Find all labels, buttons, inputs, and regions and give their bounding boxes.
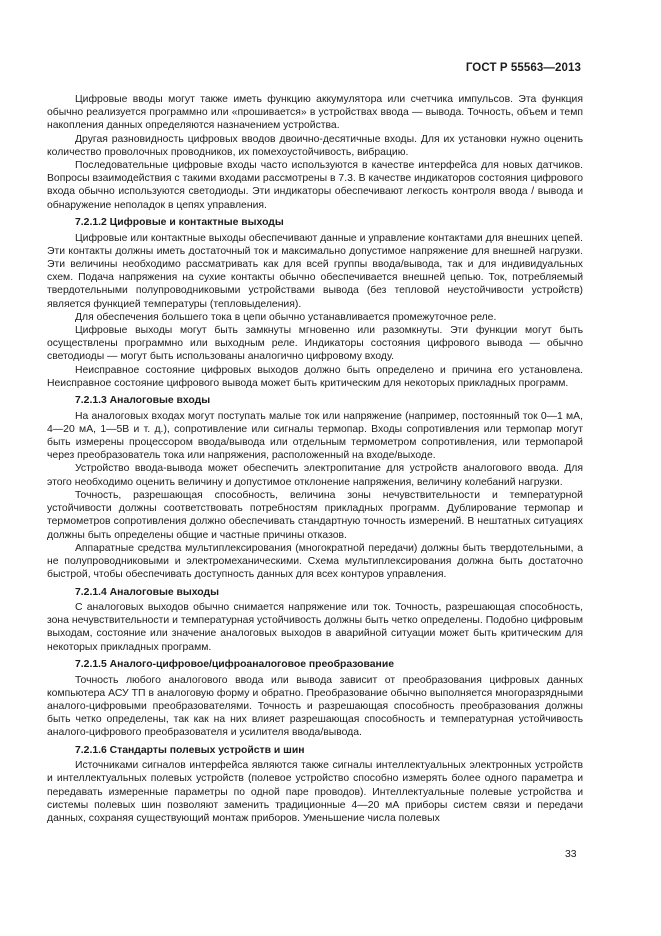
section-heading-7-2-1-4: 7.2.1.4 Аналоговые выходы [75, 586, 219, 598]
section-7-2-1-3-paragraph-2: Устройство ввода-вывода может обеспечить электропитание для устройств аналогового ввода. Для этого необходимо оценить величину и допустимое отклонение напряжения, величину колебаний нагрузки. [47, 463, 583, 488]
section-heading-7-2-1-5: 7.2.1.5 Аналого-цифровое/цифроаналоговое преобразование [75, 659, 395, 671]
section-7-2-1-3-paragraph-4: Аппаратные средства мультиплексирования (многократной передачи) должны быть твердотельными, а не полупроводниковыми и электромеханическими. Схема мультиплексирования должна быть достаточно быстрой, чтобы обеспечивать доступность данных для всех контуров управления. [47, 542, 583, 581]
intro-paragraph-3: Последовательные цифровые входы часто используются в качестве интерфейса для новых датчиков. Вопросы взаимодействия с такими входами рассмотрены в 7.3. В качестве индикаторов состояния цифрового входа обычно используются светодиоды. Эти индикаторы обеспечивают легкость контроля ввода / вывода и обнаружение неполадок в цепях управления. [47, 160, 583, 211]
section-heading-7-2-1-3: 7.2.1.3 Аналоговые входы [75, 395, 211, 407]
intro-paragraph-2: Другая разновидность цифровых вводов двоично-десятичные входы. Для их установки нужно оценить количество проволочных проводников, их помехоустойчивость, вибрацию. [47, 133, 583, 158]
section-7-2-1-4-paragraph-1: С аналоговых выходов обычно снимается напряжение или ток. Точность, разрешающая способность, зона нечувствительности и температурная устойчивость должны быть четко определены. Подобно цифровым выходам, состояние или значение аналоговых выходов в аварийной ситуации может быть критическим для некоторых прикладных программ. [47, 602, 583, 653]
section-7-2-1-2-paragraph-1: Цифровые или контактные выходы обеспечивают данные и управление контактами для внешних цепей. Эти контакты должны иметь достаточный ток и максимально допустимое напряжение для внешней нагрузки. Эти величины необходимо рассматривать как для всей группы ввода/вывода, так и для индивидуальных схем. Подача напряжения на сухие контакты обычно обеспечивается внешней цепью. Ток, потребляемый твердотельными полупроводниковыми устройствами вывода (без тепловой неустойчивости устройств) является функцией температуры (тепловыделения). [47, 232, 583, 310]
section-7-2-1-3-paragraph-1: На аналоговых входах могут поступать малые ток или напряжение (например, постоянный ток 0—1 мА, 4—20 мА, 1—5В и т. д.), сопротивление или сигналы термопар. Входы сопротивления или термопар могут быть измерены процессором ввода/вывода или отдельным термометром сопротивления, или термопарой через преобразователь тока или напряжения, расположенный на входе/выходе. [47, 410, 583, 462]
page-number: 33 [565, 849, 577, 860]
section-heading-7-2-1-2: 7.2.1.2 Цифровые и контактные выходы [75, 217, 284, 229]
section-7-2-1-5-paragraph-1: Точность любого аналогового ввода или вывода зависит от преобразования цифровых данных компьютера АСУ ТП в аналоговую форму и обратно. Преобразование обычно выполняется многоразрядными аналого-цифровыми преобразователями. Точность и разрешающая способность преобразования должны быть четко определены, так как на них влияет разрешающая способность и температурная устойчивость аналого-цифрового преобразователя и усилителя ввода/вывода. [47, 674, 583, 739]
section-heading-7-2-1-6: 7.2.1.6 Стандарты полевых устройств и шин [75, 745, 305, 757]
section-7-2-1-6-paragraph-1: Источниками сигналов интерфейса являются также сигналы интеллектуальных электронных устройств и интеллектуальных полевых устройств (полевое устройство способно измерять более одного параметра и передавать измеренные параметры по одной паре проводов). Интеллектуальные полевые устройства и системы полевых шин позволяют заменить традиционные 4—20 мА приборы систем связи и передачи данных, сохраняя существующий монтаж приборов. Уменьшение числа полевых [47, 760, 583, 825]
section-7-2-1-3-paragraph-3: Точность, разрешающая способность, величина зоны нечувствительности и температурной устойчивости должны соответствовать потребностям прикладных программ. Дублирование термопар и термометров сопротивления должно обеспечивать стандартную точность измерений. В нештатных ситуациях должны быть определены общие и частные причины отказов. [47, 489, 583, 541]
section-7-2-1-2-paragraph-2: Для обеспечения большего тока в цепи обычно устанавливается промежуточное реле. [75, 311, 497, 323]
document-body [47, 93, 583, 825]
section-7-2-1-2-paragraph-3: Цифровые выходы могут быть замкнуты мгновенно или разомкнуты. Эти функции могут быть осуществлены программно или выходным реле. Индикаторы состояния цифрового вывода — обычно светодиоды — могут быть использованы аналогично цифровому входу. [47, 324, 583, 363]
section-7-2-1-2-paragraph-4: Неисправное состояние цифровых выходов должно быть определено и причина его установлена. Неисправное состояние цифрового вывода может быть критическим для некоторых прикладных программ. [47, 364, 583, 389]
document-header: ГОСТ Р 55563—2013 [465, 62, 581, 74]
intro-paragraph-1: Цифровые вводы могут также иметь функцию аккумулятора или счетчика импульсов. Эта функция обычно реализуется программно или «прошивается» в устройствах ввода — вывода. Точность, объем и темп накопления данных определяются назначением устройства. [47, 94, 583, 132]
